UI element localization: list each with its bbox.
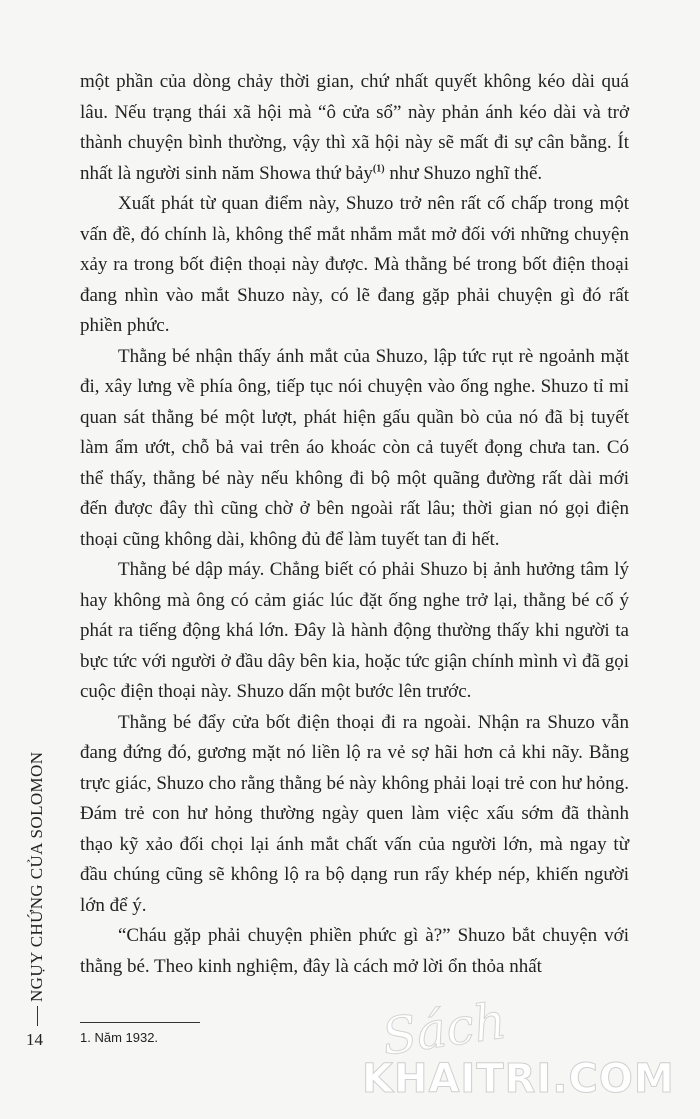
paragraph-4: Thằng bé dập máy. Chẳng biết có phải Shuzo bị ảnh hưởng tâm lý hay không mà ông có cảm giác lúc đặt ống nghe trở lại, thằng bé cố ý phát ra tiếng động khá lớn. Đây là hành động thường thấy khi người ta bực tức với người ở đầu dây bên kia, hoặc tức giận chính mình vì đã gọi cuộc điện thoại này. Shuzo dấn một bước lên trước. [80,559,629,702]
book-title-vertical: NGỤY CHỨNG CỦA SOLOMON [27,751,46,1002]
watermark-brand: KHAITRI.COM [362,1056,675,1102]
side-divider [37,1006,38,1026]
paragraph-2: Xuất phát từ quan điểm này, Shuzo trở nên rất cố chấp trong một vấn đề, đó chính là, không thể mắt nhắm mắt mở đối với những chuyện xảy ra trong bốt điện thoại này được. Mà thằng bé trong bốt điện thoại đang nhìn vào mắt Shuzo này, có lẽ đang gặp phải chuyện gì đó rất phiền phức. [80,193,629,336]
paragraph-6: “Cháu gặp phải chuyện phiền phức gì à?” Shuzo bắt chuyện với thằng bé. Theo kinh nghiệm, đây là cách mở lời ổn thỏa nhất [80,925,629,977]
watermark-logo [352,991,692,1115]
footnote-divider [80,1022,200,1023]
paragraph-3: Thằng bé nhận thấy ánh mắt của Shuzo, lập tức rụt rè ngoảnh mặt đi, xây lưng về phía ông, tiếp tục nói chuyện vào ống nghe. Shuzo tỉ mỉ quan sát thằng bé một lượt, phát hiện gấu quần bò của nó đã bị tuyết làm ẩm ướt, chỗ bả vai trên áo khoác còn cả tuyết đọng chưa tan. Có thể thấy, thằng bé này nếu không đi bộ một quãng đường rất dài mới đến được đây thì cũng chờ ở bên ngoài rất lâu; thời gian nó gọi điện thoại cũng không dài, không đủ để làm tuyết tan đi hết. [80,345,629,550]
paragraph-1-text-end: như Shuzo nghĩ thế. [384,162,543,184]
footnote-reference: (1) [372,163,385,175]
paragraph-1-text: một phần của dòng chảy thời gian, chứ nhất quyết không kéo dài quá lâu. Nếu trạng thái xã hội mà “ô cửa sổ” này phản ánh kéo dài và trở thành chuyện bình thường, vậy thì xã hội này sẽ mất đi sự cân bằng. Ít nhất là người sinh năm Showa thứ bảy [80,71,629,184]
paragraph-5: Thằng bé đẩy cửa bốt điện thoại đi ra ngoài. Nhận ra Shuzo vẫn đang đứng đó, gương mặt nó liền lộ ra vẻ sợ hãi hơn cả khi nãy. Bằng trực giác, Shuzo cho rằng thằng bé này không phải loại trẻ con hư hỏng. Đám trẻ con hư hỏng thường ngày quen làm việc xấu sớm đã thành thạo kỹ xảo đối chọi lại ánh mắt chất vấn của người lớn, mà ngay từ đầu chúng cũng sẽ không lộ ra bộ dạng run rẩy khép nép, khiến người lớn để ý. [80,711,629,916]
watermark-script: Sách [378,991,510,1067]
body-text [80,67,629,982]
paragraph-1 [80,67,629,189]
footnote: 1. Năm 1932. [80,1030,159,1045]
page-number: 14 [26,1030,43,1049]
